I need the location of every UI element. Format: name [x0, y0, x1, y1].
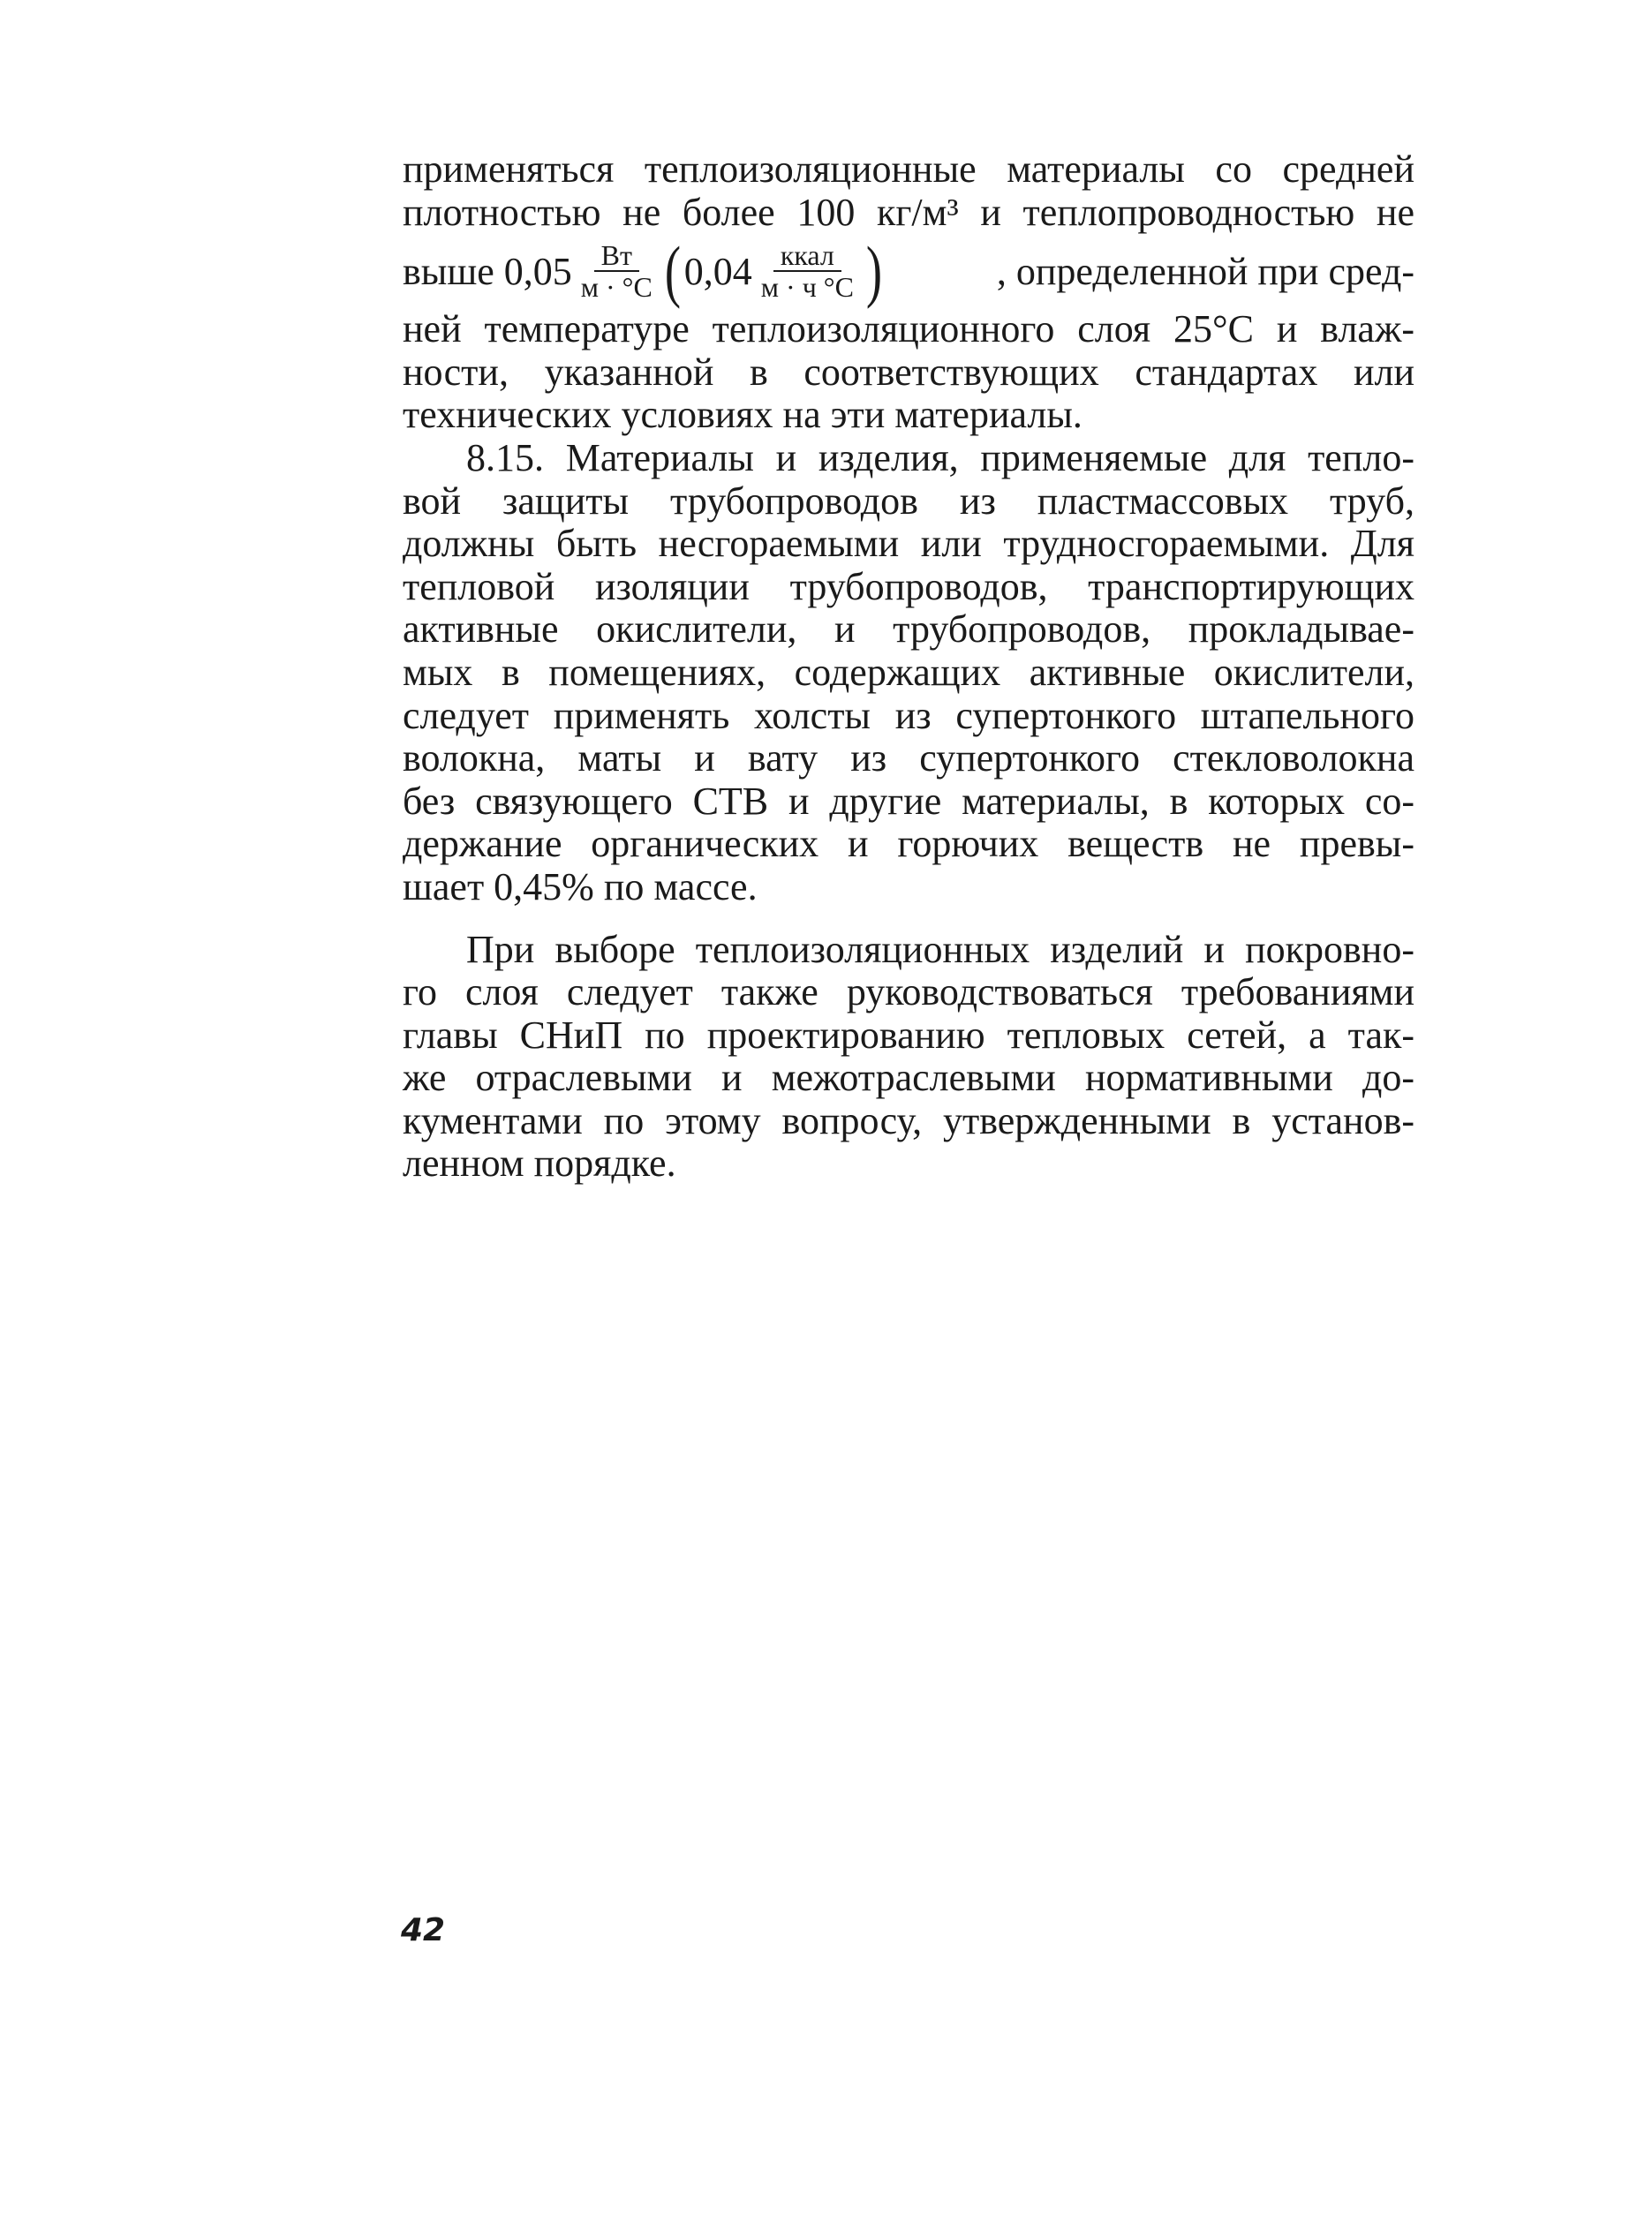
text-line: держание органических и горючих веществ не превы- — [403, 822, 1414, 866]
fraction-w-per-m-c — [574, 240, 660, 302]
body-text — [403, 148, 1414, 1186]
text-line: ности, указанной в соответствующих стандартах или — [403, 350, 1414, 394]
paragraph-clause-8-15 — [403, 437, 1414, 909]
text-line: следует применять холсты из супертонкого штапельного — [403, 693, 1414, 737]
paragraph-1 — [403, 148, 1414, 437]
paragraph-3 — [403, 929, 1414, 1187]
text-line: технических условиях на эти материалы. — [403, 393, 1082, 437]
open-parenthesis: ( — [664, 232, 681, 310]
text-line: тепловой изоляции трубопроводов, транспортирующих — [403, 564, 1414, 608]
formula-prefix: выше 0,05 — [403, 249, 572, 293]
formula-suffix: , определенной при сред- — [996, 249, 1414, 293]
text-line: шает 0,45% по массе. — [403, 864, 758, 908]
text-line: активные окислители, и трубопроводов, прокладывае- — [403, 607, 1414, 652]
text-line: без связующего СТВ и другие материалы, в которых со- — [403, 779, 1414, 823]
text-line: го слоя следует также руководствоваться требованиями — [403, 970, 1414, 1014]
fraction-denominator: м · °C — [580, 271, 653, 304]
text-line: 8.15. Материалы и изделия, применяемые для тепло- — [466, 435, 1414, 479]
page-number: 42 — [401, 1912, 446, 1948]
fraction-kcal-per-m-h-c — [754, 240, 861, 302]
text-line: кументами по этому вопросу, утвержденными в установ- — [403, 1098, 1414, 1142]
text-line: плотностью не более 100 кг/м³ и теплопроводностью не — [403, 190, 1414, 234]
text-line: применяться теплоизоляционные материалы со средней — [403, 147, 1414, 191]
text-line: При выборе теплоизоляционных изделий и покровно- — [466, 927, 1414, 971]
formula-coefficient: 0,04 — [683, 249, 752, 293]
fraction-numerator: ккал — [773, 240, 841, 272]
text-line: ней температуре теплоизоляционного слоя 25°C и влаж- — [403, 307, 1414, 351]
text-line: должны быть несгораемыми или трудносгораемыми. Для — [403, 522, 1414, 566]
text-line: волокна, маты и вату из супертонкого стекловолокна — [403, 736, 1414, 780]
paragraph-gap — [403, 909, 1414, 929]
text-line: мых в помещениях, содержащих активные окислители, — [403, 650, 1414, 694]
text-line: главы СНиП по проектированию тепловых сетей, а так- — [403, 1013, 1414, 1057]
text-line: ленном порядке. — [403, 1141, 676, 1186]
close-parenthesis: ) — [865, 232, 883, 310]
text-line: вой защиты трубопроводов из пластмассовых труб, — [403, 478, 1414, 523]
formula — [403, 232, 886, 310]
fraction-numerator: Вт — [594, 240, 639, 272]
text-line: же отраслевыми и межотраслевыми нормативными до- — [403, 1056, 1414, 1100]
fraction-denominator: м · ч °C — [760, 271, 854, 304]
formula-line — [403, 234, 1414, 308]
